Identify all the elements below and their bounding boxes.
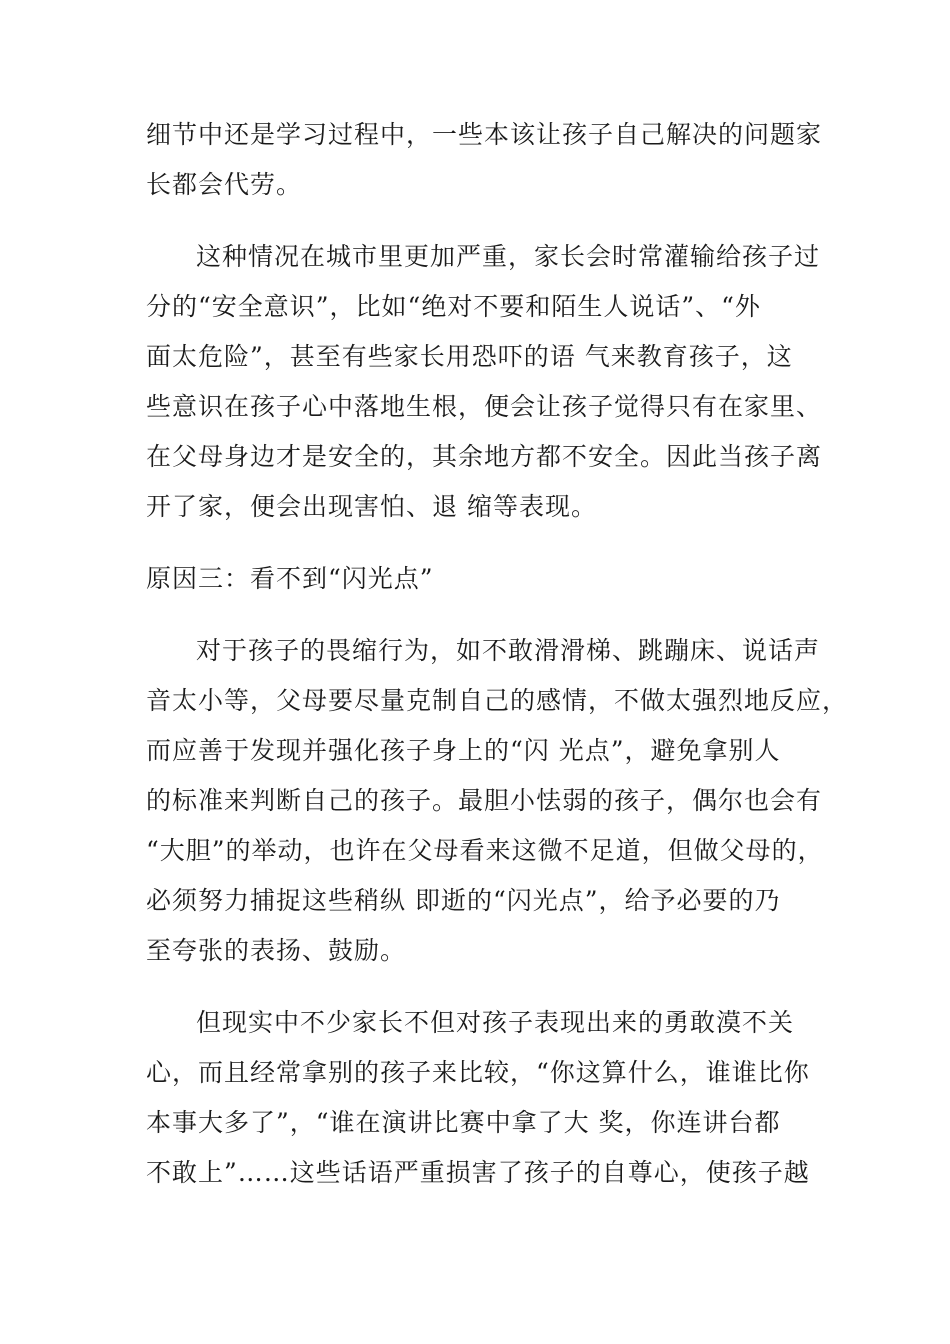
text-line: 的标准来判断自己的孩子。最胆小怯弱的孩子，偶尔也会有 <box>146 786 823 815</box>
text-line: 面太危险”，甚至有些家长用恐吓的语 气来教育孩子，这 <box>146 342 793 371</box>
text-line: 在父母身边才是安全的，其余地方都不安全。因此当孩子离 <box>146 442 823 471</box>
text-line: 这种情况在城市里更加严重，家长会时常灌输给孩子过 <box>196 242 821 271</box>
section-heading: 原因三：看不到“闪光点” <box>146 564 434 593</box>
text-line: 而应善于发现并强化孩子身上的“闪 光点”，避免拿别人 <box>146 736 781 765</box>
text-line: “大胆”的举动，也许在父母看来这微不足道，但做父母的， <box>146 836 824 865</box>
text-line: 对于孩子的畏缩行为，如不敢滑滑梯、跳蹦床、说话声 <box>196 636 821 665</box>
text-line: 些意识在孩子心中落地生根，便会让孩子觉得只有在家里、 <box>146 392 823 421</box>
text-line: 本事大多了”，“谁在演讲比赛中拿了大 奖，你连讲台都 <box>146 1108 781 1137</box>
text-line: 开了家，便会出现害怕、退 缩等表现。 <box>146 492 597 521</box>
text-line: 但现实中不少家长不但对孩子表现出来的勇敢漠不关 <box>196 1008 795 1037</box>
text-line: 不敢上”……这些话语严重损害了孩子的自尊心，使孩子越 <box>146 1158 810 1187</box>
text-line: 音太小等，父母要尽量克制自己的感情，不做太强烈地反应， <box>146 686 849 715</box>
text-line: 分的“安全意识”，比如“绝对不要和陌生人说话”、“外 <box>146 292 761 321</box>
text-line: 至夸张的表扬、鼓励。 <box>146 936 407 965</box>
text-line: 必须努力捕捉这些稍纵 即逝的“闪光点”，给予必要的乃 <box>146 886 781 915</box>
text-line: 心，而且经常拿别的孩子来比较，“你这算什么，谁谁比你 <box>146 1058 810 1087</box>
text-line: 细节中还是学习过程中，一些本该让孩子自己解决的问题家 <box>146 120 823 149</box>
text-line: 长都会代劳。 <box>146 170 303 199</box>
